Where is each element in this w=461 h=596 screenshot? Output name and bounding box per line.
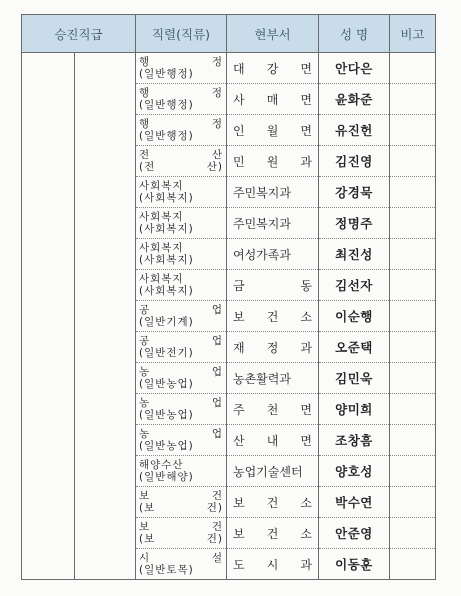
position-class: (보 건)	[139, 501, 223, 514]
grade-subcell	[75, 53, 136, 580]
name-cell: 강경묵	[319, 177, 390, 208]
note-cell	[390, 549, 436, 580]
position-series: 사회복지	[139, 210, 184, 223]
name-cell: 안다은	[319, 53, 390, 84]
position-class: (일반전기)	[139, 346, 194, 359]
name-cell: 양호성	[319, 456, 390, 487]
note-cell	[390, 301, 436, 332]
name-cell: 김진영	[319, 146, 390, 177]
note-cell	[390, 115, 436, 146]
position-series: 보 건	[139, 489, 223, 502]
position-series: 공 업	[139, 303, 223, 316]
name-cell: 이동훈	[319, 549, 390, 580]
position-class: (사회복지)	[139, 253, 194, 266]
position-cell	[136, 549, 227, 580]
position-cell	[136, 394, 227, 425]
dept-cell: 대 강 면	[227, 53, 319, 84]
name-cell: 이순행	[319, 301, 390, 332]
dept-cell: 주 천 면	[227, 394, 319, 425]
dept-cell: 주민복지과	[227, 177, 319, 208]
note-cell	[390, 146, 436, 177]
dept-cell: 보 건 소	[227, 487, 319, 518]
position-series: 사회복지	[139, 272, 184, 285]
position-class: (일반농업)	[139, 439, 194, 452]
position-series: 전 산	[139, 148, 223, 161]
position-cell	[136, 177, 227, 208]
position-class: (일반행정)	[139, 98, 194, 111]
dept-cell: 금 동	[227, 270, 319, 301]
dept-cell: 농업기술센터	[227, 456, 319, 487]
dept-cell: 인 월 면	[227, 115, 319, 146]
note-cell	[390, 239, 436, 270]
position-series: 해양수산	[139, 458, 184, 471]
name-cell: 박수연	[319, 487, 390, 518]
dept-cell: 도 시 과	[227, 549, 319, 580]
note-cell	[390, 394, 436, 425]
name-cell: 김선자	[319, 270, 390, 301]
position-series: 농 업	[139, 427, 223, 440]
position-class: (전 산)	[139, 160, 223, 173]
header-row	[22, 15, 436, 53]
dept-cell: 보 건 소	[227, 301, 319, 332]
name-cell: 윤화준	[319, 84, 390, 115]
grade-cell	[22, 53, 75, 580]
position-series: 농 업	[139, 365, 223, 378]
position-class: (일반행정)	[139, 129, 194, 142]
position-cell	[136, 146, 227, 177]
name-cell: 조창흠	[319, 425, 390, 456]
header-position: 직렬(직류)	[136, 15, 227, 53]
position-cell	[136, 425, 227, 456]
position-cell	[136, 84, 227, 115]
promotion-table	[21, 14, 436, 580]
note-cell	[390, 53, 436, 84]
position-cell	[136, 332, 227, 363]
table-row	[22, 53, 436, 84]
note-cell	[390, 425, 436, 456]
position-series: 행 정	[139, 55, 223, 68]
position-cell	[136, 239, 227, 270]
dept-cell: 농촌활력과	[227, 363, 319, 394]
dept-cell: 보 건 소	[227, 518, 319, 549]
note-cell	[390, 270, 436, 301]
position-series: 농 업	[139, 396, 223, 409]
position-class: (일반농업)	[139, 377, 194, 390]
position-class: (일반행정)	[139, 67, 194, 80]
note-cell	[390, 363, 436, 394]
dept-cell: 재 정 과	[227, 332, 319, 363]
header-name: 성 명	[319, 15, 390, 53]
position-series: 사회복지	[139, 241, 184, 254]
name-cell: 오준택	[319, 332, 390, 363]
dept-cell: 여성가족과	[227, 239, 319, 270]
position-series: 행 정	[139, 117, 223, 130]
name-cell: 양미희	[319, 394, 390, 425]
position-cell	[136, 301, 227, 332]
name-cell: 최진성	[319, 239, 390, 270]
position-class: (일반농업)	[139, 408, 194, 421]
position-cell	[136, 53, 227, 84]
position-class: (사회복지)	[139, 284, 194, 297]
name-cell: 유진헌	[319, 115, 390, 146]
position-class: (일반기계)	[139, 315, 194, 328]
header-dept: 현부서	[227, 15, 319, 53]
position-cell	[136, 518, 227, 549]
note-cell	[390, 332, 436, 363]
dept-cell: 사 매 면	[227, 84, 319, 115]
note-cell	[390, 456, 436, 487]
position-class: (사회복지)	[139, 222, 194, 235]
name-cell: 안준영	[319, 518, 390, 549]
position-cell	[136, 456, 227, 487]
note-cell	[390, 208, 436, 239]
position-cell	[136, 208, 227, 239]
position-series: 보 건	[139, 520, 223, 533]
dept-cell: 산 내 면	[227, 425, 319, 456]
dept-cell: 민 원 과	[227, 146, 319, 177]
position-class: (일반토목)	[139, 563, 194, 576]
position-series: 행 정	[139, 86, 223, 99]
position-class: (사회복지)	[139, 191, 194, 204]
header-note: 비고	[390, 15, 436, 53]
note-cell	[390, 177, 436, 208]
position-series: 시 설	[139, 551, 223, 564]
note-cell	[390, 487, 436, 518]
name-cell: 정명주	[319, 208, 390, 239]
position-class: (일반해양)	[139, 470, 194, 483]
position-cell	[136, 363, 227, 394]
position-cell	[136, 487, 227, 518]
note-cell	[390, 518, 436, 549]
position-cell	[136, 270, 227, 301]
position-series: 공 업	[139, 334, 223, 347]
position-series: 사회복지	[139, 179, 184, 192]
note-cell	[390, 84, 436, 115]
position-class: (보 건)	[139, 532, 223, 545]
position-cell	[136, 115, 227, 146]
dept-cell: 주민복지과	[227, 208, 319, 239]
name-cell: 김민욱	[319, 363, 390, 394]
header-grade: 승진직급	[22, 15, 136, 53]
